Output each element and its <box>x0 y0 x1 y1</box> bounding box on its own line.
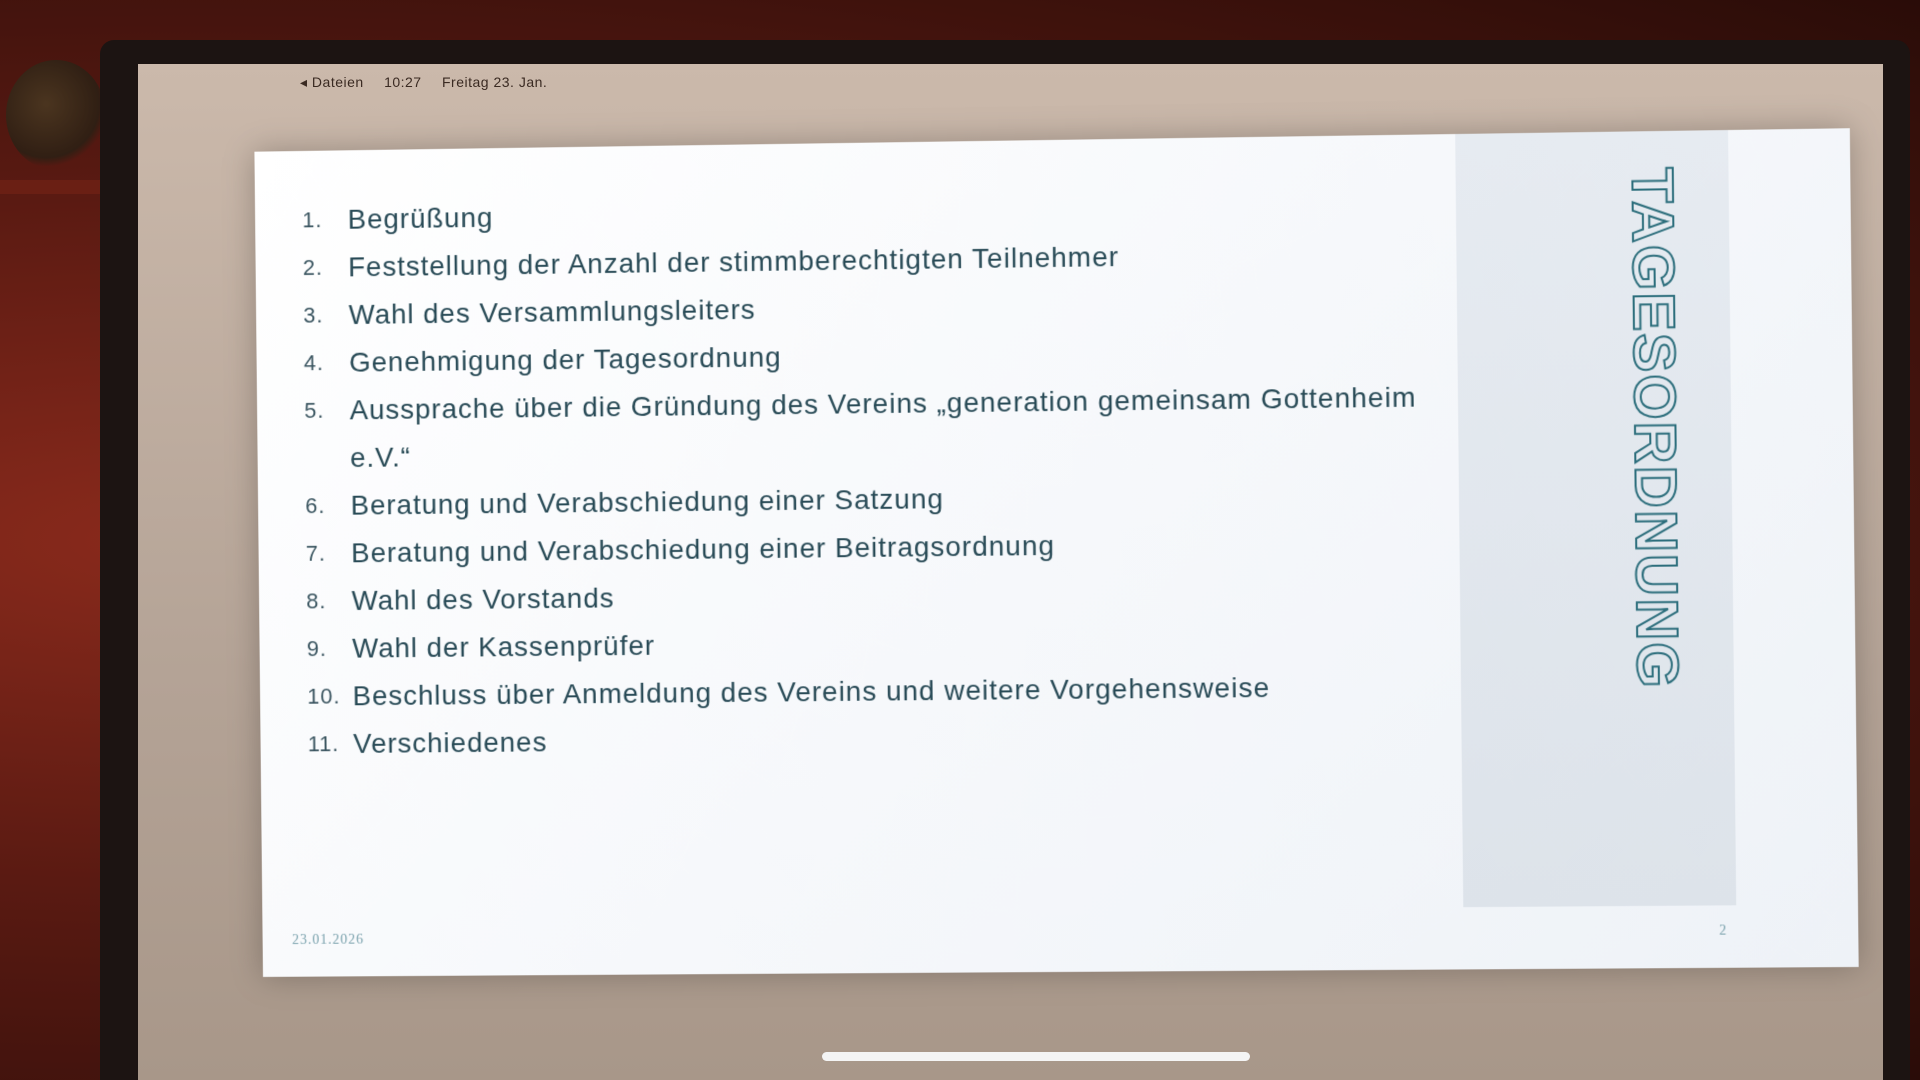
slide-side-panel <box>1455 130 1736 907</box>
agenda-text: Aussprache über die Gründung des Vereins „generation gemeinsam Gottenheim e.V.“ <box>349 381 1417 473</box>
status-time: 10:27 <box>384 74 422 90</box>
agenda-item <box>304 373 1440 482</box>
agenda-text: Beratung und Verabschiedung einer Satzung <box>350 483 945 521</box>
agenda-number: 10. <box>307 683 341 709</box>
agenda-number: 3. <box>303 302 324 328</box>
slide-title: TAGESORDNUNG <box>1619 166 1691 690</box>
status-bar <box>300 74 563 96</box>
agenda-number: 11. <box>307 731 340 757</box>
agenda-item <box>308 711 1444 769</box>
agenda-text: Genehmigung der Tagesordnung <box>349 341 782 378</box>
agenda-text: Feststellung der Anzahl der stimmberechtigten Teilnehmer <box>348 241 1120 283</box>
plant-decoration <box>6 60 106 170</box>
agenda-number: 6. <box>305 493 326 519</box>
agenda-text: Begrüßung <box>347 201 494 235</box>
slide-page-number: 2 <box>1719 923 1727 939</box>
agenda-text: Wahl des Versammlungsleiters <box>348 293 756 331</box>
agenda-number: 1. <box>302 207 323 233</box>
agenda-number: 2. <box>302 254 324 280</box>
agenda-text: Beratung und Verabschiedung einer Beitragsordnung <box>350 529 1056 569</box>
agenda-number: 9. <box>306 636 328 662</box>
agenda-list <box>302 180 1443 768</box>
agenda-text: Wahl der Kassenprüfer <box>351 629 656 664</box>
status-date: Freitag 23. Jan. <box>442 74 548 90</box>
agenda-number: 8. <box>306 588 327 614</box>
agenda-text: Beschluss über Anmeldung des Vereins und weitere Vorgehensweise <box>352 671 1271 712</box>
agenda-text: Verschiedenes <box>352 726 548 759</box>
home-indicator-bar[interactable] <box>822 1052 1250 1061</box>
agenda-number: 4. <box>303 350 325 376</box>
agenda-text: Wahl des Vorstands <box>351 582 615 616</box>
agenda-number: 5. <box>304 397 325 423</box>
back-button[interactable]: ◂ Dateien <box>300 74 364 90</box>
slide-footer-date: 23.01.2026 <box>292 932 365 948</box>
agenda-number: 7. <box>305 540 327 566</box>
presentation-slide <box>254 128 1858 977</box>
